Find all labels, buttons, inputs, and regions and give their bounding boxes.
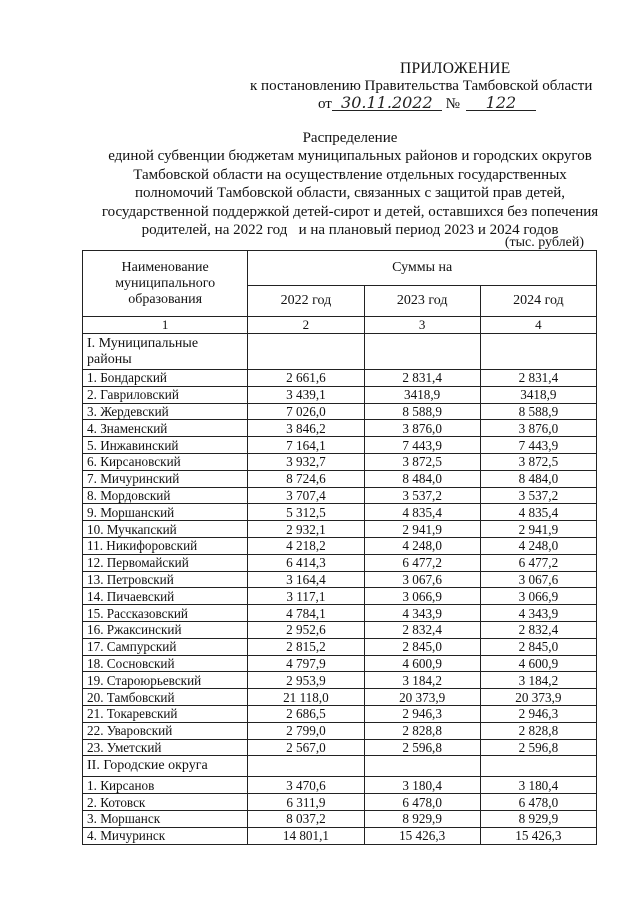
amount-cell: 2 831,4 [480, 370, 596, 387]
amount-cell: 2 815,2 [248, 638, 364, 655]
amount-cell: 2 941,9 [364, 521, 480, 538]
municipality-name: 8. Мордовский [83, 487, 248, 504]
table-row [83, 386, 597, 403]
municipality-name: 9. Моршанский [83, 504, 248, 521]
column-index: 2 [248, 317, 364, 334]
table-row [83, 827, 597, 844]
column-index: 4 [480, 317, 596, 334]
subvention-table [82, 250, 597, 845]
column-header-year: 2023 год [364, 286, 480, 317]
municipality-name: 19. Староюрьевский [83, 672, 248, 689]
amount-cell: 6 311,9 [248, 794, 364, 811]
amount-cell: 2 567,0 [248, 739, 364, 756]
amount-cell: 6 478,0 [480, 794, 596, 811]
amount-cell: 3 846,2 [248, 420, 364, 437]
section-title: II. Городские округа [83, 756, 248, 777]
amount-cell: 8 484,0 [480, 470, 596, 487]
amount-cell: 20 373,9 [364, 689, 480, 706]
municipality-name: 22. Уваровский [83, 722, 248, 739]
amount-cell: 8 724,6 [248, 470, 364, 487]
amount-cell: 3 180,4 [480, 777, 596, 794]
amount-cell: 3 067,6 [364, 571, 480, 588]
amount-cell: 2 828,8 [480, 722, 596, 739]
amount-cell: 8 588,9 [364, 403, 480, 420]
column-header-sums: Суммы на [248, 251, 597, 286]
table-row [83, 689, 597, 706]
amount-cell: 20 373,9 [480, 689, 596, 706]
amount-cell: 5 312,5 [248, 504, 364, 521]
amount-cell: 2 596,8 [364, 739, 480, 756]
section-header-row [83, 334, 597, 370]
table-row [83, 621, 597, 638]
amount-cell: 3 067,6 [480, 571, 596, 588]
empty-cell [364, 756, 480, 777]
date-prefix: от [318, 96, 332, 112]
column-index-row [83, 317, 597, 334]
column-index: 3 [364, 317, 480, 334]
amount-cell: 4 835,4 [364, 504, 480, 521]
municipality-name: 20. Тамбовский [83, 689, 248, 706]
table-row [83, 794, 597, 811]
table-row [83, 655, 597, 672]
amount-cell: 3 470,6 [248, 777, 364, 794]
table-row [83, 470, 597, 487]
table-row [83, 521, 597, 538]
amount-cell: 6 477,2 [364, 554, 480, 571]
amount-cell: 3 537,2 [364, 487, 480, 504]
amount-cell: 2 941,9 [480, 521, 596, 538]
amount-cell: 3 537,2 [480, 487, 596, 504]
amount-cell: 7 026,0 [248, 403, 364, 420]
amount-cell: 3418,9 [480, 386, 596, 403]
amount-cell: 8 588,9 [480, 403, 596, 420]
municipality-name: 18. Сосновский [83, 655, 248, 672]
amount-cell: 3 932,7 [248, 453, 364, 470]
amount-cell: 8 929,9 [364, 810, 480, 827]
table-row [83, 437, 597, 454]
appendix-title: ПРИЛОЖЕНИЕ [400, 60, 511, 77]
municipality-name: 11. Никифоровский [83, 537, 248, 554]
section-header-row [83, 756, 597, 777]
amount-cell: 2 596,8 [480, 739, 596, 756]
municipality-name: 3. Жердевский [83, 403, 248, 420]
empty-cell [480, 756, 596, 777]
amount-cell: 2 946,3 [364, 705, 480, 722]
amount-cell: 4 600,9 [364, 655, 480, 672]
title-line: единой субвенции бюджетам муниципальных районов и городских округов [108, 148, 592, 165]
table-row [83, 638, 597, 655]
amount-cell: 3 876,0 [480, 420, 596, 437]
column-header-year: 2024 год [480, 286, 596, 317]
amount-cell: 15 426,3 [364, 827, 480, 844]
amount-cell: 8 037,2 [248, 810, 364, 827]
amount-cell: 6 478,0 [364, 794, 480, 811]
empty-cell [480, 334, 596, 370]
amount-cell: 3 439,1 [248, 386, 364, 403]
table-row [83, 487, 597, 504]
municipality-name: 12. Первомайский [83, 554, 248, 571]
amount-cell: 4 218,2 [248, 537, 364, 554]
amount-cell: 4 248,0 [364, 537, 480, 554]
municipality-name: 7. Мичуринский [83, 470, 248, 487]
amount-cell: 4 835,4 [480, 504, 596, 521]
table-row [83, 722, 597, 739]
resolution-number: 122 [466, 95, 536, 111]
empty-cell [248, 334, 364, 370]
amount-cell: 7 443,9 [480, 437, 596, 454]
municipality-name: 17. Сампурский [83, 638, 248, 655]
municipality-name: 1. Кирсанов [83, 777, 248, 794]
amount-cell: 6 477,2 [480, 554, 596, 571]
amount-cell: 7 164,1 [248, 437, 364, 454]
amount-cell: 15 426,3 [480, 827, 596, 844]
amount-cell: 2 828,8 [364, 722, 480, 739]
amount-cell: 3 164,4 [248, 571, 364, 588]
title-line: государственной поддержкой детей-сирот и детей, оставшихся без попечения [101, 203, 599, 220]
municipality-name: 2. Котовск [83, 794, 248, 811]
table-row [83, 571, 597, 588]
table-row [83, 453, 597, 470]
empty-cell [248, 756, 364, 777]
municipality-name: 15. Рассказовский [83, 605, 248, 622]
amount-cell: 3 180,4 [364, 777, 480, 794]
amount-cell: 2 799,0 [248, 722, 364, 739]
column-index: 1 [83, 317, 248, 334]
amount-cell: 4 343,9 [480, 605, 596, 622]
resolution-date: 30.11.2022 [332, 95, 442, 111]
amount-cell: 2 845,0 [480, 638, 596, 655]
table-row [83, 739, 597, 756]
amount-cell: 2 686,5 [248, 705, 364, 722]
amount-cell: 3 876,0 [364, 420, 480, 437]
municipality-name: 5. Инжавинский [83, 437, 248, 454]
resolution-reference: к постановлению Правительства Тамбовской области [250, 78, 593, 94]
amount-cell: 3 872,5 [480, 453, 596, 470]
amount-cell: 3 066,9 [364, 588, 480, 605]
municipality-name: 6. Кирсановский [83, 453, 248, 470]
amount-cell: 3 066,9 [480, 588, 596, 605]
document-title [60, 129, 640, 239]
resolution-date-row [318, 95, 536, 113]
amount-cell: 3 184,2 [480, 672, 596, 689]
amount-cell: 2 832,4 [364, 621, 480, 638]
table-row [83, 554, 597, 571]
table-row [83, 777, 597, 794]
title-line: родителей, на 2022 год и на плановый период 2023 и 2024 годов [141, 222, 559, 239]
table-row [83, 403, 597, 420]
municipality-name: 10. Мучкапский [83, 521, 248, 538]
table-row [83, 605, 597, 622]
table-row [83, 810, 597, 827]
municipality-name: 13. Петровский [83, 571, 248, 588]
municipality-name: 14. Пичаевский [83, 588, 248, 605]
amount-cell: 2 845,0 [364, 638, 480, 655]
amount-cell: 2 953,9 [248, 672, 364, 689]
number-prefix: № [445, 96, 460, 112]
amount-cell: 8 484,0 [364, 470, 480, 487]
units-label: (тыс. рублей) [504, 235, 584, 250]
amount-cell: 4 797,9 [248, 655, 364, 672]
amount-cell: 4 343,9 [364, 605, 480, 622]
table-row [83, 504, 597, 521]
empty-cell [364, 334, 480, 370]
amount-cell: 4 784,1 [248, 605, 364, 622]
amount-cell: 2 946,3 [480, 705, 596, 722]
amount-cell: 2 661,6 [248, 370, 364, 387]
amount-cell: 21 118,0 [248, 689, 364, 706]
table-row [83, 705, 597, 722]
table-row [83, 537, 597, 554]
amount-cell: 14 801,1 [248, 827, 364, 844]
amount-cell: 3 872,5 [364, 453, 480, 470]
amount-cell: 3 184,2 [364, 672, 480, 689]
section-title: I. Муниципальные районы [83, 334, 248, 370]
municipality-name: 4. Знаменский [83, 420, 248, 437]
amount-cell: 7 443,9 [364, 437, 480, 454]
amount-cell: 4 248,0 [480, 537, 596, 554]
amount-cell: 2 832,4 [480, 621, 596, 638]
municipality-name: 23. Уметский [83, 739, 248, 756]
column-header-name: Наименование муниципального образования [83, 251, 248, 317]
municipality-name: 21. Токаревский [83, 705, 248, 722]
municipality-name: 1. Бондарский [83, 370, 248, 387]
amount-cell: 3 117,1 [248, 588, 364, 605]
table-row [83, 672, 597, 689]
municipality-name: 16. Ржаксинский [83, 621, 248, 638]
amount-cell: 3 707,4 [248, 487, 364, 504]
amount-cell: 2 932,1 [248, 521, 364, 538]
table-row [83, 420, 597, 437]
amount-cell: 3418,9 [364, 386, 480, 403]
amount-cell: 2 952,6 [248, 621, 364, 638]
amount-cell: 8 929,9 [480, 810, 596, 827]
title-line: Тамбовской области на осуществление отдельных государственных [133, 166, 567, 183]
amount-cell: 2 831,4 [364, 370, 480, 387]
amount-cell: 6 414,3 [248, 554, 364, 571]
title-line: полномочий Тамбовской области, связанных с защитой прав детей, [134, 185, 566, 202]
table-row [83, 370, 597, 387]
municipality-name: 3. Моршанск [83, 810, 248, 827]
column-header-year: 2022 год [248, 286, 364, 317]
amount-cell: 4 600,9 [480, 655, 596, 672]
table-row [83, 588, 597, 605]
title-line: Распределение [302, 130, 398, 146]
municipality-name: 2. Гавриловский [83, 386, 248, 403]
municipality-name: 4. Мичуринск [83, 827, 248, 844]
